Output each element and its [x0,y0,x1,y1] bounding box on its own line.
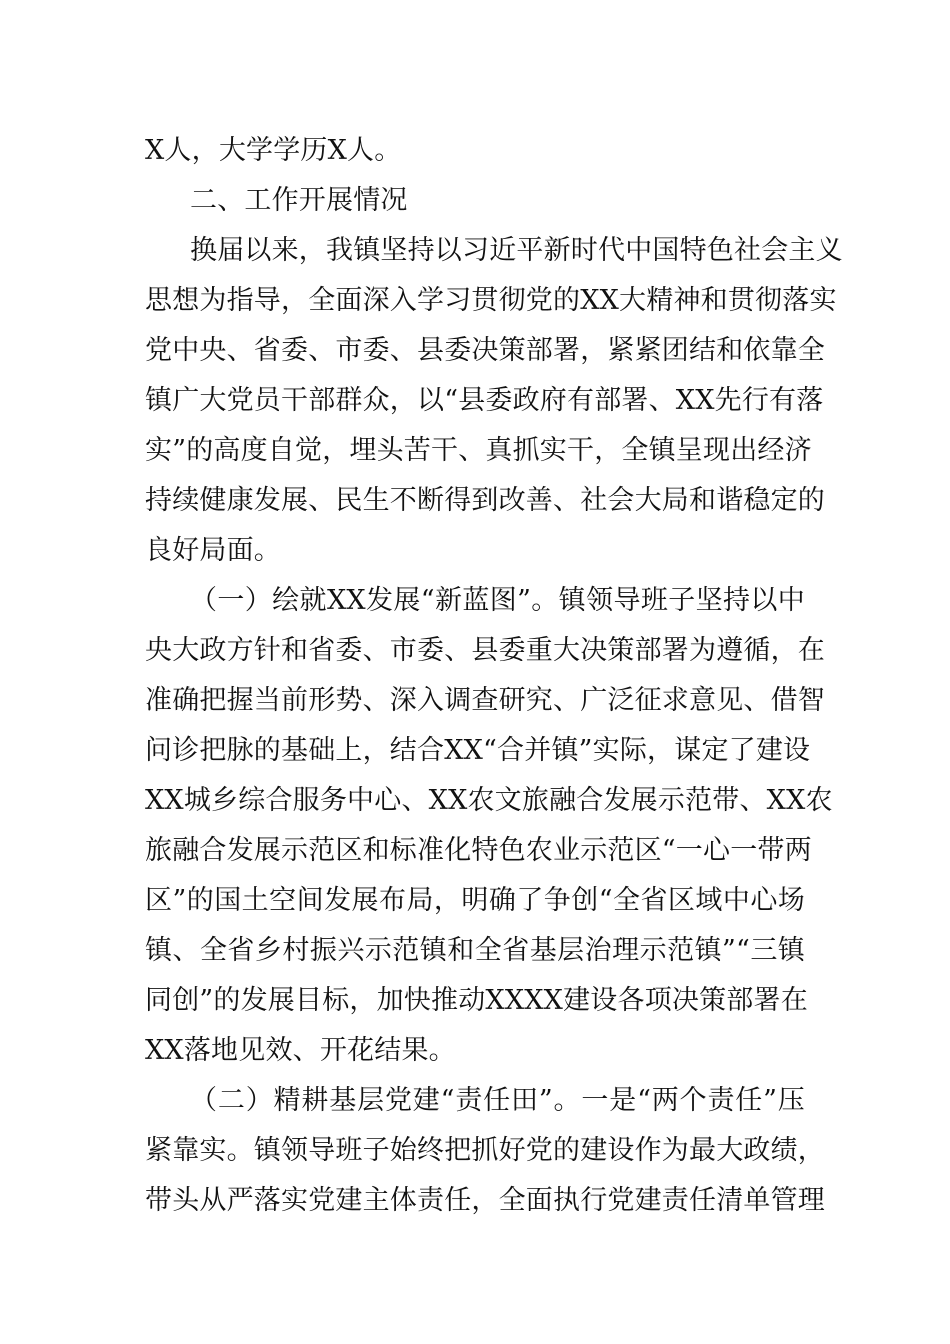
text-line: 思想为指导，全面深入学习贯彻党的XX大精神和贯彻落实 [145,285,837,316]
text-line: 紧靠实。镇领导班子始终把抓好党的建设作为最大政绩， [145,1135,825,1166]
text-line: 准确把握当前形势、深入调查研究、广泛征求意见、借智 [145,685,825,716]
text-line: 带头从严落实党建主体责任，全面执行党建责任清单管理 [145,1185,825,1216]
text-line: XX落地见效、开花结果。 [145,1035,456,1066]
text-line: 实”的高度自觉，埋头苦干、真抓实干，全镇呈现出经济 [145,435,812,466]
text-line: 换届以来，我镇坚持以习近平新时代中国特色社会主义 [190,235,843,266]
text-line: 问诊把脉的基础上，结合XX“合并镇”实际，谋定了建设 [145,735,811,766]
text-line: 央大政方针和省委、市委、县委重大决策部署为遵循，在 [145,635,825,666]
text-line: 旅融合发展示范区和标准化特色农业示范区“一心一带两 [145,835,812,866]
text-line: 党中央、省委、市委、县委决策部署，紧紧团结和依靠全 [145,335,825,366]
section-heading: 二、工作开展情况 [190,185,408,216]
text-line: 区”的国土空间发展布局，明确了争创“全省区域中心场 [145,885,805,916]
text-line: X人，大学学历X人。 [145,135,402,166]
text-line: 持续健康发展、民生不断得到改善、社会大局和谐稳定的 [145,485,825,516]
text-line: 同创”的发展目标，加快推动XXXX建设各项决策部署在 [145,985,808,1016]
subsection-line: （一）绘就XX发展“新蓝图”。镇领导班子坚持以中 [190,585,805,616]
text-line: 镇、全省乡村振兴示范镇和全省基层治理示范镇”“三镇 [145,935,805,966]
text-line: XX城乡综合服务中心、XX农文旅融合发展示范带、XX农 [145,785,833,816]
text-line: 良好局面。 [145,535,281,566]
subsection-line: （二）精耕基层党建“责任田”。一是“两个责任”压 [190,1085,805,1116]
text-line: 镇广大党员干部群众，以“县委政府有部署、XX先行有落 [145,385,824,416]
